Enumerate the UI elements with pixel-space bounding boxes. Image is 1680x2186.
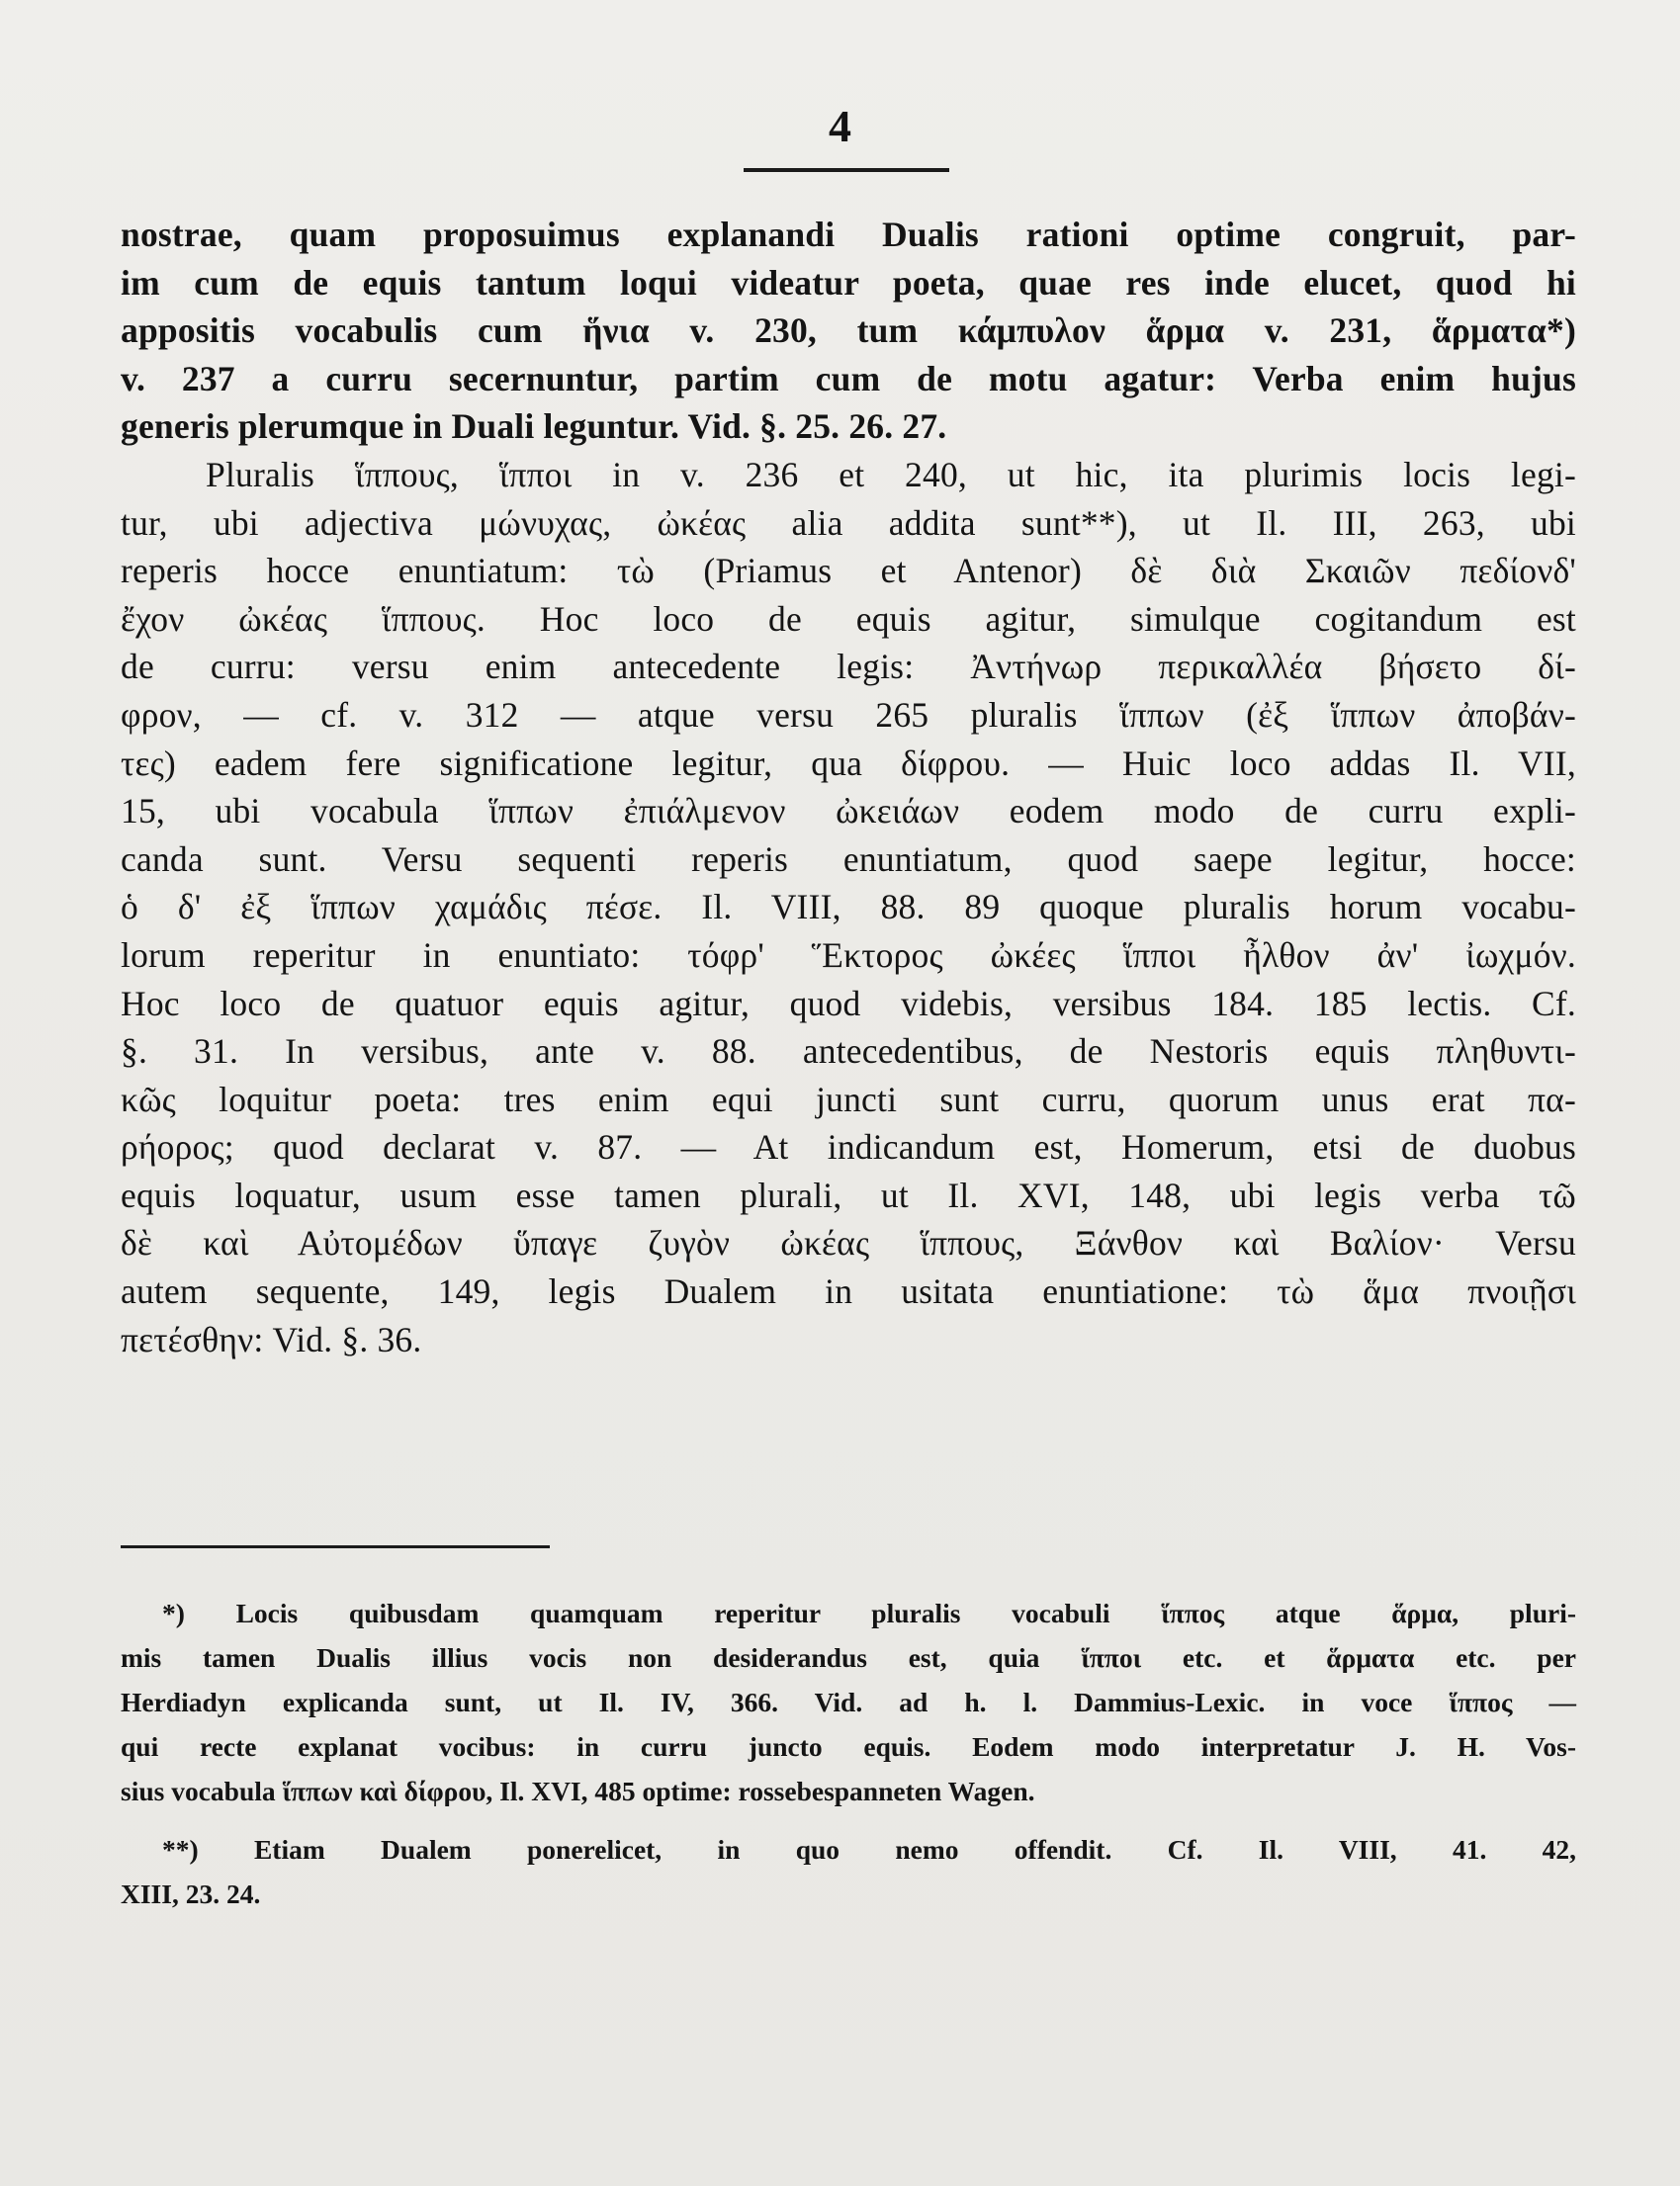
footnote-line: **) Etiam Dualem ponerelicet, in quo nemo offendit. Cf. Il. VIII, 41. 42, (162, 1834, 1576, 1865)
text-line: canda sunt. Versu sequenti reperis enuntiatum, quod saepe legitur, hocce: (121, 838, 1576, 879)
text-line: ρήορος; quod declarat v. 87. — At indicandum est, Homerum, etsi de duobus (121, 1127, 1576, 1168)
text-line: Hoc loco de quatuor equis agitur, quod videbis, versibus 184. 185 lectis. Cf. (121, 983, 1576, 1023)
text-line: τες) eadem fere significatione legitur, qua δίφρου. — Huic loco addas Il. VII, (121, 743, 1576, 783)
footnote-line: *) Locis quibusdam quamquam reperitur pluralis vocabuli ἵππος atque ἅρμα, pluri- (162, 1598, 1576, 1628)
text-line: equis loquatur, usum esse tamen plurali, ut Il. XVI, 148, ubi legis verba τῶ (121, 1175, 1576, 1215)
footnotes (121, 1591, 1576, 1916)
text-line: reperis hocce enuntiatum: τὼ (Priamus et Antenor) δὲ διὰ Σκαιῶν πεδίονδ' (121, 551, 1576, 591)
text-line: generis plerumque in Duali leguntur. Vid. §. 25. 26. 27. (121, 406, 947, 447)
text-line: ὁ δ' ἐξ ἵππων χαμάδις πέσε. Il. VIII, 88. 89 quoque pluralis horum vocabu- (121, 887, 1576, 927)
text-line: κῶς loquitur poeta: tres enim equi juncti sunt curru, quorum unus erat πα- (121, 1079, 1576, 1119)
footnote-line: qui recte explanat vocibus: in curru juncto equis. Eodem modo interpretatur J. H. Vos- (121, 1731, 1576, 1762)
text-line: Pluralis ἵππους, ἵπποι in v. 236 et 240, ut hic, ita plurimis locis legi- (206, 454, 1576, 494)
text-line: lorum reperitur in enuntiato: τόφρ' Ἕκτορος ὠκέες ἵπποι ἦλθον ἀν' ἰωχμόν. (121, 934, 1576, 975)
text-line: im cum de equis tantum loqui videatur poeta, quae res inde elucet, quod hi (121, 262, 1576, 303)
text-line: autem sequente, 149, legis Dualem in usitata enuntiatione: τὼ ἅμα πνοιῇσι (121, 1271, 1576, 1312)
text-line: φρον, — cf. v. 312 — atque versu 265 pluralis ἵππων (ἐξ ἵππων ἀποβάν- (121, 694, 1576, 735)
footnote-line: XIII, 23. 24. (121, 1879, 261, 1909)
main-text (121, 211, 1576, 1363)
text-line: v. 237 a curru secernuntur, partim cum de motu agatur: Verba enim hujus (121, 358, 1576, 398)
text-line: tur, ubi adjectiva μώνυχας, ὠκέας alia addita sunt**), ut Il. III, 263, ubi (121, 502, 1576, 543)
footnote-line: sius vocabula ἵππων καὶ δίφρου, Il. XVI, 485 optime: rossebespanneten Wagen. (121, 1776, 1035, 1806)
footnote-rule (121, 1545, 550, 1548)
page-number: 4 (829, 101, 851, 151)
text-line: ἔχον ὠκέας ἵππους. Hoc loco de equis agitur, simulque cogitandum est (121, 598, 1576, 639)
text-line: §. 31. In versibus, ante v. 88. antecedentibus, de Nestoris equis πληθυντι- (121, 1031, 1576, 1072)
text-line: appositis vocabulis cum ἥνια v. 230, tum κάμπυλον ἅρμα v. 231, ἅρματα*) (121, 310, 1576, 351)
footnote-line: Herdiadyn explicanda sunt, ut Il. IV, 366. Vid. ad h. l. Dammius-Lexic. in voce ἵππος — (121, 1687, 1576, 1717)
header-rule (744, 168, 949, 172)
text-line: de curru: versu enim antecedente legis: Ἀντήνωρ περικαλλέα βήσετο δί- (121, 647, 1576, 687)
footnote-line: mis tamen Dualis illius vocis non desiderandus est, quia ἵπποι etc. et ἅρματα etc. per (121, 1642, 1576, 1673)
text-line: δὲ καὶ Αὐτομέδων ὕπαγε ζυγὸν ὠκέας ἵππους, Ξάνθον καὶ Βαλίον· Versu (121, 1223, 1576, 1264)
text-line: 15, ubi vocabula ἵππων ἐπιάλμενον ὠκειάων eodem modo de curru expli- (121, 791, 1576, 831)
text-line: nostrae, quam proposuimus explanandi Dualis rationi optime congruit, par- (121, 215, 1576, 254)
text-line: πετέσθην: Vid. §. 36. (121, 1319, 422, 1359)
